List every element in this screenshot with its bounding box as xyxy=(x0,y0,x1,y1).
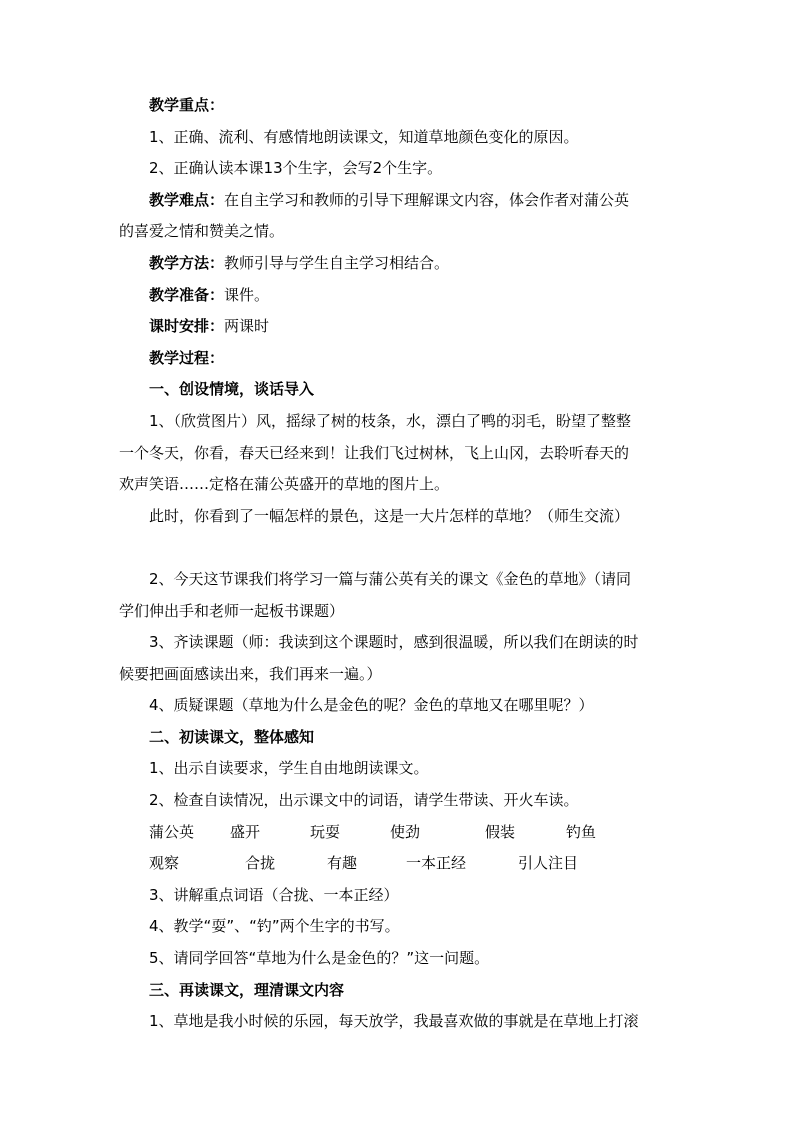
vocab-word: 盛开 xyxy=(230,822,261,841)
process-heading: 教学过程： xyxy=(149,348,225,367)
s2-paragraph-5: 5、请同学回答“草地为什么是金色的？”这一问题。 xyxy=(149,949,490,968)
difficulty-text-continued: 的喜爱之情和赞美之情。 xyxy=(119,222,285,241)
section-3-title: 三、再读课文，理清课文内容 xyxy=(149,980,345,999)
schedule-text: 两课时 xyxy=(224,317,270,336)
method-text: 教师引导与学生自主学习相结合。 xyxy=(224,253,450,272)
prep-label: 教学准备： xyxy=(149,285,225,304)
blank-line xyxy=(119,532,679,564)
s2-paragraph-2: 2、检查自读情况，出示课文中的词语，请学生带读、开火车读。 xyxy=(149,791,579,810)
focus-heading: 教学重点： xyxy=(149,96,225,114)
vocab-word: 钓鱼 xyxy=(566,822,597,841)
method-label: 教学方法： xyxy=(149,253,225,272)
section-1-title: 一、创设情境，谈话导入 xyxy=(149,380,315,399)
vocabulary-row-2 xyxy=(119,848,679,880)
s1-paragraph-1-line-3: 欢声笑语……定格在蒲公英盛开的草地的图片上。 xyxy=(119,475,450,494)
document-page xyxy=(119,90,679,1038)
vocab-word: 玩耍 xyxy=(310,822,341,841)
s1-paragraph-2: 此时，你看到了一幅怎样的景色，这是一大片怎样的草地？（师生交流） xyxy=(149,506,630,525)
vocab-word: 使劲 xyxy=(390,822,421,841)
vocabulary-row-1 xyxy=(119,817,679,849)
s1-paragraph-1-line-2: 一个冬天，你看，春天已经来到！让我们飞过树林，飞上山冈，去聆听春天的 xyxy=(119,443,630,462)
vocab-word: 合拢 xyxy=(245,854,276,873)
s3-paragraph-1-line-1: 1、草地是我小时候的乐园，每天放学，我最喜欢做的事就是在草地上打滚 xyxy=(149,1012,639,1031)
focus-item-2: 2、正确认读本课13个生字，会写2个生字。 xyxy=(149,159,443,178)
schedule-paragraph xyxy=(119,311,679,343)
s1-paragraph-3-line-2: 学们伸出手和老师一起板书课题） xyxy=(119,601,345,620)
focus-item-1: 1、正确、流利、有感情地朗读课文，知道草地颜色变化的原因。 xyxy=(149,127,579,146)
vocab-word: 蒲公英 xyxy=(149,822,195,841)
vocab-word: 有趣 xyxy=(327,854,358,873)
s1-paragraph-3-line-1: 2、今天这节课我们将学习一篇与蒲公英有关的课文《金色的草地》（请同 xyxy=(149,569,632,588)
difficulty-label: 教学难点： xyxy=(149,190,225,209)
s2-paragraph-4: 4、教学“耍”、“钓”两个生字的书写。 xyxy=(149,917,400,936)
section-2-title: 二、初读课文，整体感知 xyxy=(149,727,315,746)
prep-text: 课件。 xyxy=(224,285,270,304)
s1-paragraph-1-line-1: 1、（欣赏图片）风，摇绿了树的枝条，水，漂白了鸭的羽毛，盼望了整整 xyxy=(149,411,632,430)
s1-paragraph-4-line-2: 候要把画面感读出来，我们再来一遍。） xyxy=(119,664,382,683)
difficulty-paragraph xyxy=(119,185,679,217)
method-paragraph xyxy=(119,248,679,280)
s1-paragraph-4-line-1: 3、齐读课题（师：我读到这个课题时，感到很温暖，所以我们在朗读的时 xyxy=(149,633,639,652)
s1-paragraph-5: 4、质疑课题（草地为什么是金色的呢？金色的草地又在哪里呢？） xyxy=(149,696,594,715)
vocab-word: 一本正经 xyxy=(406,854,467,873)
difficulty-text: 在自主学习和教师的引导下理解课文内容，体会作者对蒲公英 xyxy=(224,190,630,209)
s2-paragraph-3: 3、讲解重点词语（合拢、一本正经） xyxy=(149,885,399,904)
schedule-label: 课时安排： xyxy=(149,317,225,336)
vocab-word: 引人注目 xyxy=(518,854,579,873)
prep-paragraph xyxy=(119,280,679,312)
vocab-word: 观察 xyxy=(149,854,180,873)
s2-paragraph-1: 1、出示自读要求，学生自由地朗读课文。 xyxy=(149,759,429,778)
vocab-word: 假装 xyxy=(485,822,516,841)
